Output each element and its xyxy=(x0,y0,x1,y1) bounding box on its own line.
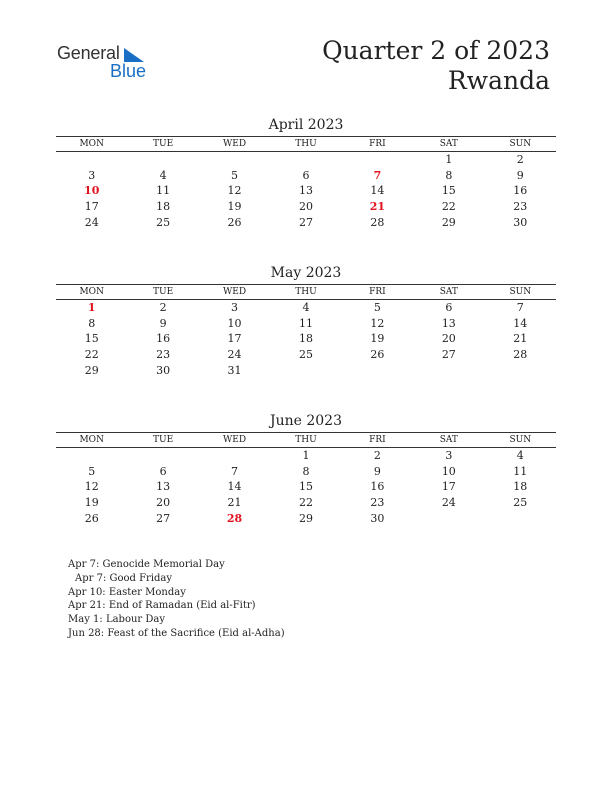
date-cell: 22 xyxy=(298,496,313,510)
header xyxy=(322,36,550,96)
empty-cell xyxy=(270,152,341,168)
week-row xyxy=(56,152,556,168)
date-cell: 9 xyxy=(373,464,381,478)
date-cell: 8 xyxy=(302,464,310,478)
empty-cell xyxy=(413,510,484,526)
generalblue-logo xyxy=(57,43,167,83)
week-row xyxy=(56,168,556,184)
date-cell: 1 xyxy=(445,153,453,167)
calendar-grid xyxy=(56,432,556,526)
date-cell: 7 xyxy=(516,301,524,315)
holiday-item: Apr 21: End of Ramadan (Eid al-Fitr) xyxy=(68,600,256,612)
date-cell: 25 xyxy=(513,496,528,510)
calendar-grid xyxy=(56,136,556,230)
date-cell: 15 xyxy=(298,480,313,494)
week-row xyxy=(56,199,556,215)
date-cell: 22 xyxy=(441,200,456,214)
weekday-header: SUN xyxy=(485,285,556,300)
date-cell: 13 xyxy=(298,184,313,198)
date-cell: 20 xyxy=(156,496,171,510)
date-cell: 1 xyxy=(302,449,310,463)
weekday-header: FRI xyxy=(342,285,413,300)
date-cell: 21 xyxy=(513,332,528,346)
holiday-date-cell: 7 xyxy=(373,168,382,182)
date-cell: 13 xyxy=(441,316,456,330)
week-row xyxy=(56,300,556,316)
date-cell: 17 xyxy=(441,480,456,494)
date-cell: 5 xyxy=(88,464,96,478)
date-cell: 15 xyxy=(441,184,456,198)
country-name: Rwanda xyxy=(447,66,550,95)
week-row xyxy=(56,495,556,511)
empty-cell xyxy=(199,448,270,464)
weekday-header: SAT xyxy=(413,285,484,300)
holiday-item: Apr 7: Genocide Memorial Day xyxy=(68,559,225,570)
date-cell: 31 xyxy=(227,363,242,377)
date-cell: 27 xyxy=(441,348,456,362)
date-cell: 16 xyxy=(156,332,171,346)
date-cell: 17 xyxy=(84,200,99,214)
date-cell: 26 xyxy=(84,511,99,525)
week-row xyxy=(56,479,556,495)
logo-text-general: General xyxy=(57,43,120,63)
holiday-item: Jun 28: Feast of the Sacrifice (Eid al-Adha) xyxy=(68,627,285,639)
empty-cell xyxy=(485,510,556,526)
date-cell: 8 xyxy=(88,316,96,330)
week-row xyxy=(56,464,556,480)
date-cell: 21 xyxy=(227,496,242,510)
weekday-header: SAT xyxy=(413,433,484,448)
date-cell: 26 xyxy=(227,215,242,229)
date-cell: 18 xyxy=(298,332,313,346)
date-cell: 27 xyxy=(156,511,171,525)
weekday-header: MON xyxy=(56,285,127,300)
weekday-header: FRI xyxy=(342,433,413,448)
week-row xyxy=(56,347,556,363)
weekday-header: TUE xyxy=(127,433,198,448)
date-cell: 3 xyxy=(445,449,453,463)
empty-cell xyxy=(127,448,198,464)
empty-cell xyxy=(127,152,198,168)
date-cell: 6 xyxy=(159,464,167,478)
date-cell: 4 xyxy=(159,168,167,182)
month-may xyxy=(56,264,556,378)
weekday-header: THU xyxy=(270,137,341,152)
holiday-date-cell: 28 xyxy=(226,511,243,525)
date-cell: 20 xyxy=(441,332,456,346)
holiday-item: Apr 10: Easter Monday xyxy=(68,586,186,598)
date-cell: 2 xyxy=(159,301,167,315)
weekday-header: SUN xyxy=(485,433,556,448)
date-cell: 6 xyxy=(445,301,453,315)
date-cell: 24 xyxy=(227,348,242,362)
date-cell: 18 xyxy=(156,200,171,214)
weekday-header: SAT xyxy=(413,137,484,152)
date-cell: 25 xyxy=(298,348,313,362)
date-cell: 9 xyxy=(516,168,524,182)
weekday-header: WED xyxy=(199,137,270,152)
page-title: Quarter 2 of 2023 xyxy=(322,36,550,65)
date-cell: 23 xyxy=(370,496,385,510)
week-row xyxy=(56,316,556,332)
empty-cell xyxy=(342,152,413,168)
date-cell: 4 xyxy=(516,449,524,463)
date-cell: 16 xyxy=(513,184,528,198)
date-cell: 14 xyxy=(227,480,242,494)
week-row xyxy=(56,183,556,199)
date-cell: 11 xyxy=(298,316,313,330)
holiday-item: Apr 7: Good Friday xyxy=(75,572,173,584)
date-cell: 29 xyxy=(298,511,313,525)
holiday-date-cell: 1 xyxy=(87,301,96,315)
date-cell: 24 xyxy=(441,496,456,510)
date-cell: 7 xyxy=(231,464,239,478)
date-cell: 11 xyxy=(156,184,171,198)
date-cell: 13 xyxy=(156,480,171,494)
date-cell: 28 xyxy=(513,348,528,362)
date-cell: 15 xyxy=(84,332,99,346)
empty-cell xyxy=(485,362,556,378)
date-cell: 30 xyxy=(156,363,171,377)
date-cell: 19 xyxy=(84,496,99,510)
empty-cell xyxy=(342,362,413,378)
date-cell: 28 xyxy=(370,215,385,229)
holiday-list xyxy=(68,558,285,641)
date-cell: 19 xyxy=(370,332,385,346)
holiday-date-cell: 10 xyxy=(84,184,100,198)
holiday-date-cell: 21 xyxy=(369,200,386,214)
date-cell: 29 xyxy=(84,363,99,377)
date-cell: 25 xyxy=(156,215,171,229)
date-cell: 14 xyxy=(370,184,385,198)
week-row xyxy=(56,331,556,347)
date-cell: 2 xyxy=(373,449,381,463)
date-cell: 2 xyxy=(516,153,524,167)
date-cell: 17 xyxy=(227,332,242,346)
empty-cell xyxy=(199,152,270,168)
weekday-header: TUE xyxy=(127,137,198,152)
logo-text-blue: Blue xyxy=(110,61,147,81)
date-cell: 4 xyxy=(302,301,310,315)
month-april xyxy=(56,116,556,230)
month-title: May 2023 xyxy=(270,265,342,281)
date-cell: 16 xyxy=(370,480,385,494)
date-cell: 26 xyxy=(370,348,385,362)
month-june xyxy=(56,412,556,526)
date-cell: 30 xyxy=(370,511,385,525)
month-title: June 2023 xyxy=(269,413,342,429)
date-cell: 14 xyxy=(513,316,528,330)
empty-cell xyxy=(413,362,484,378)
date-cell: 5 xyxy=(373,301,381,315)
week-row xyxy=(56,510,556,526)
date-cell: 23 xyxy=(156,348,171,362)
date-cell: 10 xyxy=(441,464,456,478)
calendar-grid xyxy=(56,284,556,378)
date-cell: 9 xyxy=(159,316,167,330)
week-row xyxy=(56,362,556,378)
weekday-header: THU xyxy=(270,433,341,448)
date-cell: 20 xyxy=(298,200,313,214)
weekday-header: WED xyxy=(199,433,270,448)
empty-cell xyxy=(56,152,127,168)
empty-cell xyxy=(56,448,127,464)
holiday-item: May 1: Labour Day xyxy=(68,614,165,626)
date-cell: 11 xyxy=(513,464,528,478)
date-cell: 24 xyxy=(84,215,99,229)
weekday-header: SUN xyxy=(485,137,556,152)
date-cell: 6 xyxy=(302,168,310,182)
date-cell: 12 xyxy=(227,184,242,198)
date-cell: 3 xyxy=(88,168,96,182)
weekday-header: FRI xyxy=(342,137,413,152)
date-cell: 12 xyxy=(84,480,99,494)
date-cell: 19 xyxy=(227,200,242,214)
weekday-header: THU xyxy=(270,285,341,300)
weekday-header: MON xyxy=(56,137,127,152)
date-cell: 18 xyxy=(513,480,528,494)
month-title: April 2023 xyxy=(268,117,344,133)
date-cell: 22 xyxy=(84,348,99,362)
empty-cell xyxy=(270,362,341,378)
week-row xyxy=(56,448,556,464)
weekday-header: WED xyxy=(199,285,270,300)
date-cell: 3 xyxy=(231,301,239,315)
date-cell: 30 xyxy=(513,215,528,229)
weekday-header: TUE xyxy=(127,285,198,300)
date-cell: 12 xyxy=(370,316,385,330)
date-cell: 27 xyxy=(298,215,313,229)
date-cell: 8 xyxy=(445,168,453,182)
date-cell: 23 xyxy=(513,200,528,214)
date-cell: 29 xyxy=(441,215,456,229)
date-cell: 5 xyxy=(231,168,239,182)
week-row xyxy=(56,214,556,230)
weekday-header: MON xyxy=(56,433,127,448)
date-cell: 10 xyxy=(227,316,242,330)
